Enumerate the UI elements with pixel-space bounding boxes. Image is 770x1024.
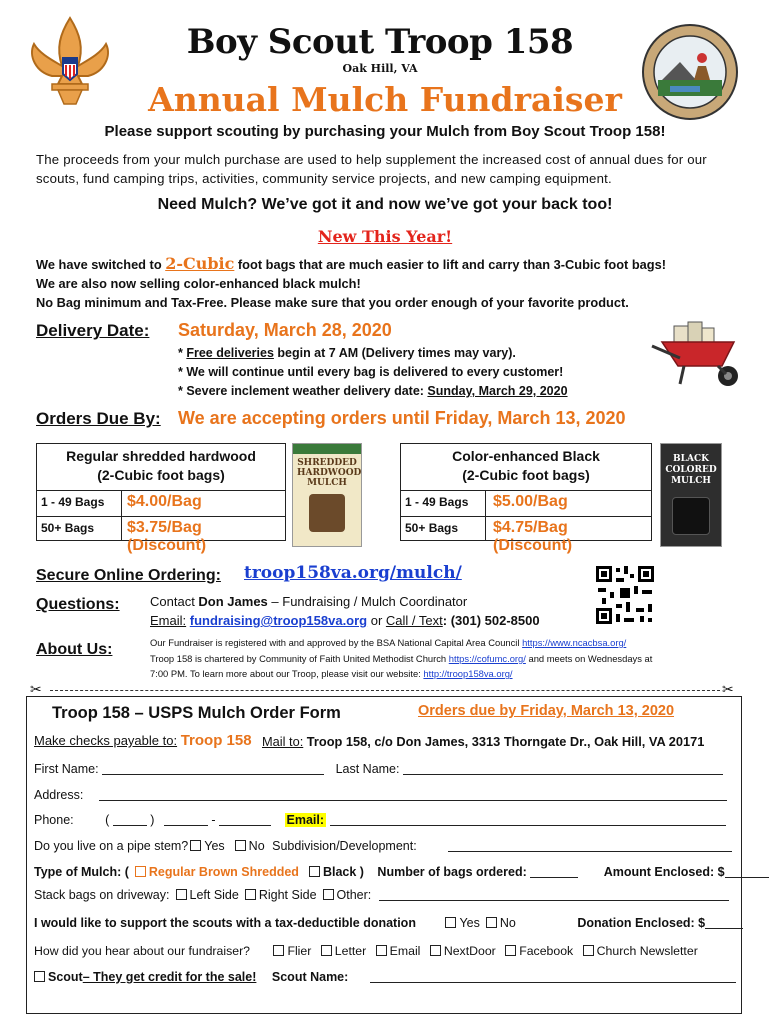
orders-due-value: We are accepting orders until Friday, March 13, 2020 [178, 408, 626, 428]
delivery-bullet-1 [178, 346, 516, 360]
product-table-regular [36, 443, 286, 554]
mail-label: Mail to: [262, 734, 304, 749]
pipe-stem-question: Do you live on a pipe stem? [34, 839, 189, 853]
product-name: Regular shredded hardwood [66, 448, 256, 464]
first-name-label: First Name: [34, 762, 99, 776]
scout-label: Scout [48, 970, 83, 984]
scissors-icon-right: ✂ [722, 681, 734, 697]
right-side-checkbox[interactable] [245, 889, 256, 900]
about-line-1-text: Our Fundraiser is registered with and approved by the BSA National Capital Area Council [150, 637, 523, 648]
flier-checkbox[interactable] [273, 945, 284, 956]
phone-paren-close: ) [150, 813, 155, 827]
location-text: Oak Hill, VA [342, 62, 418, 75]
new-this-year-heading: New This Year! [317, 227, 453, 246]
brown-mulch-label: Regular Brown Shredded [148, 865, 299, 879]
checks-payee: Troop 158 [180, 732, 252, 749]
email-option-label: Email [389, 944, 421, 958]
scout-row [34, 970, 736, 984]
stack-label: Stack bags on driveway: [34, 888, 170, 902]
right-side-label: Right Side [258, 888, 317, 902]
scout-checkbox[interactable] [34, 971, 45, 982]
about-line-3 [150, 668, 513, 679]
mulch-type-row [34, 865, 769, 879]
product-size: (2-Cubic foot bags) [462, 467, 590, 483]
delivery-bullet-2: * We will continue until every bag is delivered to every customer! [178, 365, 564, 379]
new-line-1-highlight: 2-Cubic [165, 254, 235, 273]
delivery-bullet-3 [178, 384, 568, 398]
tier-1-price: $4.00/Bag [127, 493, 202, 510]
address-field[interactable] [99, 800, 727, 801]
mail-address: Troop 158, c/o Don James, 3313 Thorngate Dr., Oak Hill, VA 20171 [303, 734, 705, 749]
new-line-1-suffix: foot bags that are much easier to lift and carry than 3-Cubic foot bags! [237, 257, 666, 272]
wheelbarrow-icon [648, 318, 748, 390]
area-code-field[interactable] [113, 825, 147, 826]
letter-label: Letter [334, 944, 367, 958]
about-line-2-text: Troop 158 is chartered by Community of Faith United Methodist Church [150, 653, 449, 664]
black-mulch-bag-image [660, 443, 722, 547]
delivery-label: Delivery Date: [36, 321, 150, 340]
online-ordering-link[interactable]: troop158va.org/mulch/ [244, 563, 462, 583]
referral-question: How did you hear about our fundraiser? [34, 944, 251, 958]
product-table-black [400, 443, 652, 554]
questions-label: Questions: [36, 596, 120, 613]
scout-name-label: Scout Name: [271, 970, 349, 984]
amount-field[interactable] [725, 877, 769, 878]
bags-label: Number of bags ordered: [377, 865, 527, 879]
intro-tagline: Need Mulch? We’ve got it and now we’ve got your back too! [157, 196, 613, 213]
online-ordering-label: Secure Online Ordering: [36, 567, 221, 584]
phone-paren-open: ( [105, 813, 110, 827]
intro-lead: Please support scouting by purchasing your Mulch from Boy Scout Troop 158! [104, 123, 666, 140]
subdivision-label: Subdivision/Development: [272, 839, 417, 853]
other-checkbox[interactable] [323, 889, 334, 900]
call-label: Call / Text [385, 613, 443, 628]
amount-label: Amount Enclosed: $ [603, 865, 725, 879]
phone-suffix-field[interactable] [219, 825, 271, 826]
nextdoor-label: NextDoor [443, 944, 496, 958]
page-title: Boy Scout Troop 158 [186, 22, 574, 62]
about-label: About Us: [36, 641, 113, 658]
phone-label: Phone: [34, 813, 74, 827]
phone-number: : (301) 502-8500 [442, 613, 540, 628]
donation-question: I would like to support the scouts with a tax-deductible donation [34, 916, 416, 930]
scout-credit-note: – They get credit for the sale! [82, 970, 257, 984]
bullet-star: * [178, 346, 187, 360]
donation-amount-label: Donation Enclosed: $ [577, 916, 706, 930]
qr-code[interactable] [594, 564, 656, 626]
new-line-2: We are also now selling color-enhanced black mulch! [36, 276, 361, 291]
church-newsletter-label: Church Newsletter [596, 944, 698, 958]
email-label: Email: [150, 613, 187, 628]
last-name-field[interactable] [403, 774, 723, 775]
donation-yes-checkbox[interactable] [445, 917, 456, 928]
hardwood-mulch-bag-image [292, 443, 362, 547]
questions-contact [150, 594, 467, 609]
contact-name: Don James [198, 594, 268, 609]
tier-2-qty: 50+ Bags [405, 521, 459, 535]
delivery-bullet-1-rest: begin at 7 AM (Delivery times may vary). [273, 346, 516, 360]
tier-2-price: $4.75/Bag (Discount) [493, 519, 573, 554]
contact-role: – Fundraising / Mulch Coordinator [267, 594, 468, 609]
other-label: Other: [336, 888, 372, 902]
email-field[interactable] [330, 825, 726, 826]
bag-label: BLACK COLORED MULCH [665, 454, 717, 486]
church-link[interactable]: https://cofumc.org/ [448, 653, 526, 664]
email-link[interactable]: fundraising@troop158va.org [189, 613, 368, 628]
cut-line [50, 690, 720, 691]
ncac-link[interactable]: https://www.ncacbsa.org/ [522, 637, 627, 648]
order-form-title: Troop 158 – USPS Mulch Order Form [52, 704, 341, 722]
troop-patch-logo [640, 22, 740, 122]
email-label: Email: [286, 813, 325, 827]
scissors-icon-left: ✂ [30, 681, 42, 697]
facebook-label: Facebook [519, 944, 574, 958]
phone-prefix-field[interactable] [164, 825, 208, 826]
fundraiser-title: Annual Mulch Fundraiser [148, 80, 622, 119]
nextdoor-checkbox[interactable] [430, 945, 441, 956]
black-mulch-label: Black ) [322, 865, 364, 879]
pipe-yes-checkbox[interactable] [190, 840, 201, 851]
checks-label: Make checks payable to: [34, 733, 178, 748]
tier-1-price: $5.00/Bag [493, 493, 568, 510]
about-line-1 [150, 637, 626, 648]
first-name-field[interactable] [102, 774, 324, 775]
donation-yes-label: Yes [459, 916, 480, 930]
questions-email-phone [150, 613, 540, 628]
bags-field[interactable] [530, 877, 578, 878]
name-row [34, 762, 734, 776]
donation-amount-field[interactable] [705, 928, 743, 929]
type-label: Type of Mulch: ( [34, 865, 129, 879]
about-line-3-text: 7:00 PM. To learn more about our Troop, please visit our website: [150, 668, 424, 679]
tier-2-price: $3.75/Bag (Discount) [127, 519, 207, 554]
yes-label: Yes [204, 839, 225, 853]
subdivision-field[interactable] [448, 851, 732, 852]
troop-website-link[interactable]: http://troop158va.org/ [423, 668, 513, 679]
intro-body: The proceeds from your mulch purchase are used to help supplement the increased cost of annual dues for our scouts, fund camping trips, activities, community service projects, and new camping equipment. [36, 152, 707, 186]
product-name: Color-enhanced Black [452, 448, 600, 464]
or-text: or [367, 613, 386, 628]
mail-row [262, 734, 704, 749]
new-line-3: No Bag minimum and Tax-Free. Please make sure that you order enough of your favorite product. [36, 295, 629, 310]
address-label: Address: [34, 788, 84, 802]
donation-no-label: No [499, 916, 516, 930]
donation-row [34, 916, 734, 930]
product-size: (2-Cubic foot bags) [97, 467, 225, 483]
scout-name-field[interactable] [370, 982, 736, 983]
orders-due-label: Orders Due By: [36, 409, 161, 428]
other-field[interactable] [379, 900, 729, 901]
contact-prefix: Contact [150, 594, 199, 609]
new-line-1-prefix: We have switched to [36, 257, 162, 272]
left-side-checkbox[interactable] [176, 889, 187, 900]
brown-mulch-checkbox[interactable] [135, 866, 146, 877]
tier-1-qty: 1 - 49 Bags [405, 495, 469, 509]
stack-row [34, 888, 729, 902]
address-row [34, 788, 727, 802]
delivery-date: Saturday, March 28, 2020 [178, 320, 392, 340]
tier-2-qty: 50+ Bags [41, 521, 95, 535]
new-line-1 [36, 254, 756, 273]
tier-1-qty: 1 - 49 Bags [41, 495, 105, 509]
pipe-no-checkbox[interactable] [235, 840, 246, 851]
last-name-label: Last Name: [335, 762, 400, 776]
referral-row [34, 944, 698, 958]
bsa-fleur-de-lis-logo [22, 14, 118, 110]
no-label: No [248, 839, 265, 853]
bag-label: SHREDDED HARDWOOD MULCH [297, 458, 362, 488]
order-form-due: Orders due by Friday, March 13, 2020 [418, 703, 675, 719]
free-deliveries-text: Free deliveries [186, 346, 274, 360]
checks-row [34, 732, 252, 749]
email-checkbox[interactable] [376, 945, 387, 956]
delivery-bullet-3-prefix: * Severe inclement weather delivery date: [178, 384, 428, 398]
about-line-2 [150, 653, 652, 664]
rain-date: Sunday, March 29, 2020 [427, 384, 568, 398]
black-mulch-checkbox[interactable] [309, 866, 320, 877]
phone-dash: - [211, 813, 216, 827]
donation-no-checkbox[interactable] [486, 917, 497, 928]
flier-label: Flier [287, 944, 312, 958]
church-newsletter-checkbox[interactable] [583, 945, 594, 956]
letter-checkbox[interactable] [321, 945, 332, 956]
phone-row [34, 813, 726, 827]
left-side-label: Left Side [189, 888, 239, 902]
about-line-2-end: and meets on Wednesdays at [525, 653, 653, 664]
pipe-stem-row [34, 839, 732, 853]
facebook-checkbox[interactable] [505, 945, 516, 956]
